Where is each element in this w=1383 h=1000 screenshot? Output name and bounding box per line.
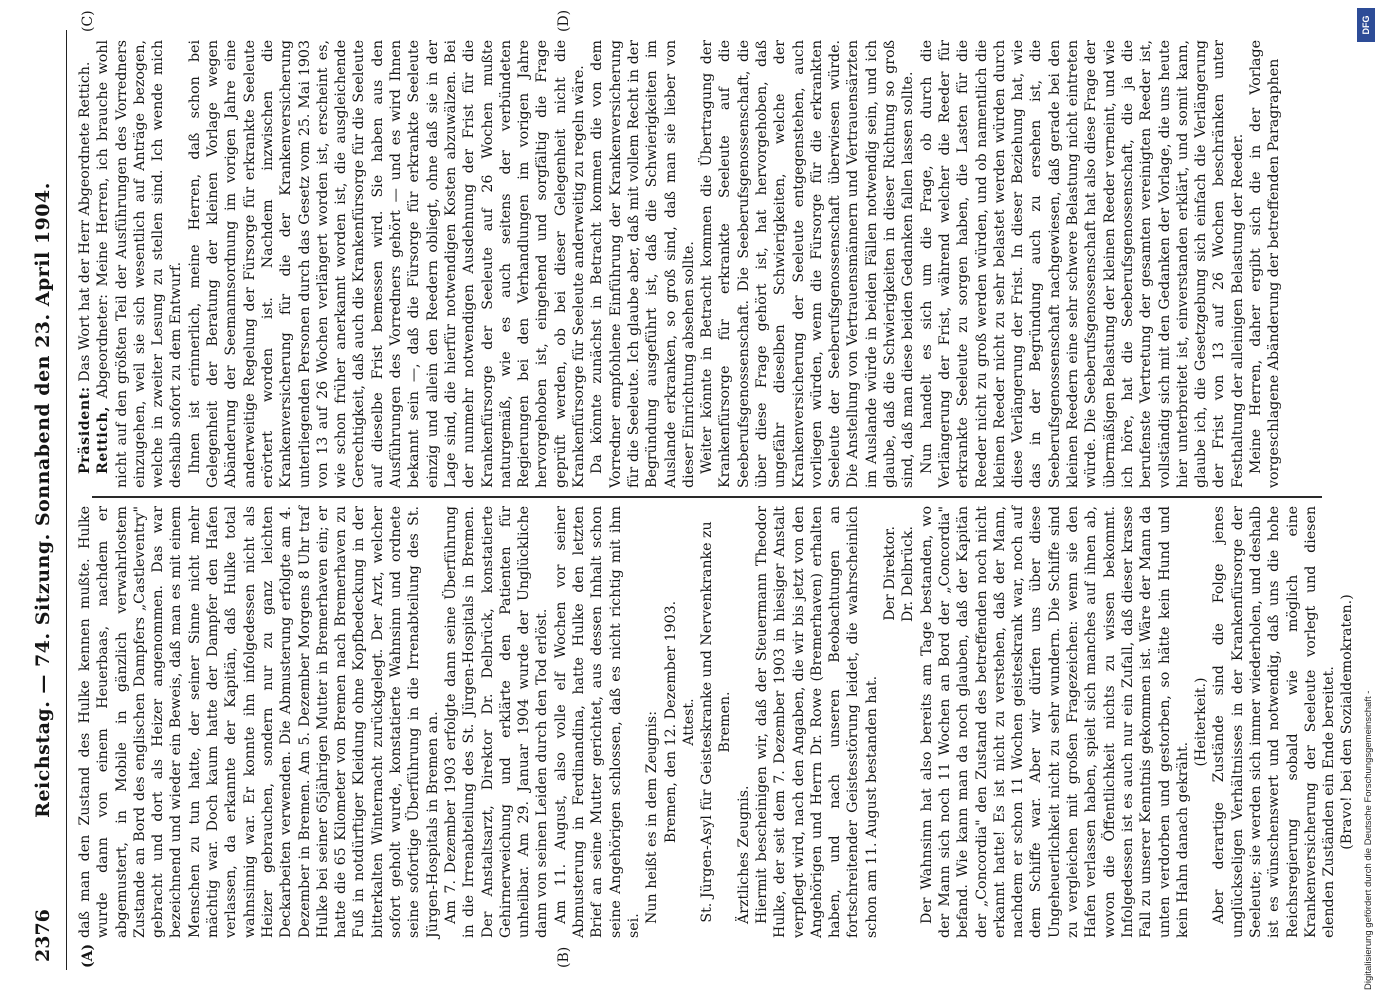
speaker-rettich: Rettich, bbox=[95, 405, 112, 474]
page-header bbox=[26, 30, 67, 970]
right-paragraph-3: Ihnen ist erinnerlich, meine Herren, daß schon bei Gelegenheit der Beratung der kleinen Vorlage wegen Abänderung der Seemannsordnung im vorigen Jahre eine anderweitige Regelung der Fürsorge für erkrankte Seeleute erörtert worden ist. Nachdem inzwischen die Krankenversicherung für die der Krankenversicherung unterliegenden Personen durch das Gesetz vom 25. Mai 1903 von 13 auf 26 Wochen verlängert worden ist, erscheint es, wie schon früher anerkannt worden ist, die ausgleichende Gerechtigkeit, daß auch die Krankenfürsorge für die Seeleute auf dieselbe Frist bemessen wird. Sie haben aus den Ausführungen des Vorredners gehört — und es wird Ihnen bekannt sein —, daß die Fürsorge für erkrankte Seeleute einzig und allein den Reedern obliegt, ohne daß sie in der Lage sind, die hierfür notwendigen Kosten abzuwälzen. Bei der nunmehr notwendigen Ausdehnung der Frist für die Krankenfürsorge der Seeleute auf 26 Wochen mußte naturgemäß, wie es auch seitens der verbündeten Regierungen bei den Verhandlungen im vorigen Jahre hervorgehoben ist, eingehend und sorgfältig die Frage geprüft werden, ob bei dieser Gelegenheit nicht die Krankenfürsorge für Seeleute anderweitig zu regeln wäre. bbox=[186, 40, 588, 488]
certificate-signature-name: Dr. Delbrück. bbox=[900, 526, 917, 622]
dfg-logo-text: DFG bbox=[1361, 15, 1371, 35]
rettich-text: Abgeordneter: Meine Herren, ich brauche wohl nicht auf den größten Teil der Ausführungen des Vorredners einzugehen, weil sie sich wesentlich auf Anträge bezogen, welche in zweiter Lesung zu stellen sind. Ich wende mich deshalb sofort zu dem Entwurf. bbox=[95, 40, 185, 488]
certificate-title: Ärztliches Zeugnis. bbox=[735, 785, 752, 924]
certificate-text: Hiermit bescheinigen wir, daß der Steuermann Theodor Hulke, der seit dem 7. Dezember 1903 in hiesiger Anstalt verpflegt wird, nach den Angaben, die wir bis jetzt von den Angehörigen und Herrn Dr. Rowe (Bremerhaven) erhalten haben, und nach unseren Beobachtungen an fortschreitender Geistesstörung leidet, die wahrscheinlich schon am 11. August bestanden hat. bbox=[753, 506, 880, 938]
right-paragraph-5: Weiter könnte in Betracht kommen die Übertragung der Krankenfürsorge für erkrankte Seeleute auf die Seeberufsgenossenschaft. Die Seeberufsgenossenschaft, die über diese Frage gehört ist, hat hervorgehoben, daß ungefähr dieselben Schwierigkeiten, welche der Krankenversicherung der Seeleute entgegenstehen, auch vorliegen würden, wenn die Fürsorge für die erkrankten Seeleute der Seeberufsgenossenschaft überwiesen würde. Die Anstellung von Vertrauensmännern und Vertrauensärzten im Auslande würde in beiden Fällen notwendig sein, und ich glaube, daß die Schwierigkeiten in dieser Richtung so groß sind, daß man diese beiden Gedanken fallen lassen sollte. bbox=[699, 40, 917, 488]
margin-marker-d: (D) bbox=[556, 9, 572, 32]
left-paragraph-2: Am 7. Dezember 1903 erfolgte dann seine Überführung in die Irrenabteilung des St. Jürgen-Hospitals in Bremen. Der Anstaltsarzt, Direktor Dr. Delbrück, konstatierte Gehirnerweichung und erklärte den Patienten für unheilbar. Am 29. Januar 1904 wurde der Unglückliche dann von seinen Leiden durch den Tod erlöst. bbox=[442, 506, 551, 938]
right-paragraph-4: Da könnte zunächst in Betracht kommen die von dem Vorredner empfohlene Einführung der Krankenversicherung für die Seeleute. Ich glaube aber, daß mit vollem Recht in der Begründung ausgeführt ist, daß die Schwierigkeiten im Auslande erkranken, so groß sind, daß man sie lieber von dieser Einrichtung absehen sollte. bbox=[589, 40, 697, 488]
attest-place-date: Bremen, den 12. Dezember 1903. bbox=[662, 600, 679, 844]
page-number: 2376 bbox=[32, 909, 54, 962]
dfg-logo bbox=[1357, 8, 1375, 42]
certificate-signature-title: Der Direktor. bbox=[882, 526, 899, 621]
left-paragraph-6: Aber derartige Zustände sind die Folge jenes unglückseligen Verhältnisses in der Krankenfürsorge der Seeleute; sie werden sich immer wiederholen, und deshalb ist es wünschenswert und notwendig, daß uns die hohe Reichsregierung sobald wie möglich eine Krankenversicherung der Seeleute vorlegt und diesen elenden Zuständen ein Ende bereitet. bbox=[1211, 506, 1338, 938]
margin-marker-b: (B) bbox=[556, 946, 572, 968]
attest-institution: St. Jürgen-Asyl für Geisteskranke und Nervenkranke zu Bremen. bbox=[699, 521, 734, 923]
margin-marker-c: (C) bbox=[80, 10, 96, 32]
president-text: Das Wort hat der Herr Abgeordnete Rettich. bbox=[77, 61, 93, 382]
applause-note: (Bravo! bei den Sozialdemokraten.) bbox=[1339, 594, 1356, 850]
digitization-credit-text: Digitalisierung gefördert durch die Deutsche Forschungsgemeinschaft - bbox=[1363, 690, 1374, 990]
left-paragraph-5: Der Wahnsinn hat also bereits am Tage bestanden, wo der Mann sich noch 11 Wochen an Bord der „Concordia" befand. Wie kann man da noch glauben, daß der Kapitän der „Concordia" den Zustand des betreffenden noch nicht erkannt hatte! Es ist nicht zu verstehen, daß der Mann, nachdem er schon 11 Wochen geisteskrank war, noch auf dem Schiffe war. Aber wir dürfen uns über diese Ungeheuerlichkeit nicht zu sehr wundern. Die Schiffe sind zu vergleichen mit großen Fragezeichen: wenn sie den Hafen verlassen haben, spielt sich manches auf ihnen ab, wovon die Öffentlichkeit nichts zu wissen bekommt. Infolgedessen ist es auch nur ein Zufall, daß dieser krasse Fall zu unserer Kenntnis gekommen ist. Wäre der Mann da unten verdorben und gestorben, so hätte kein Hund und kein Hahn danach gekräht. bbox=[918, 506, 1191, 938]
left-paragraph-1: daß man den Zustand des Hulke kennen mußte. Hulke wurde dann von einem Heuerbaas, nachdem er abgemustert, in Mobile in gänzlich verwahrlostem Zustande an Bord des englischen Dampfers „Castleventry" gebracht und dort als Heizer angenommen. Das war bezeichnend und wieder ein Beweis, daß man es mit einem Menschen zu tun hatte, der seiner Sinne nicht mehr mächtig war. Doch kaum hatte der Dampfer den Hafen verlassen, da erkannte der Kapitän, daß Hulke total wahnsinnig war. Er konnte ihn infolgedessen nicht als Heizer gebrauchen, sondern nur zu ganz leichten Deckarbeiten verwenden. Die Abmusterung erfolgte am 4. Dezember in Bremen. Am 5. Dezember Morgens 8 Uhr traf Hulke bei seiner 65jährigen Mutter in Bremerhaven ein; er hatte die 65 Kilometer von Bremen nach Bremerhaven zu Fuß in notdürftiger Kleidung ohne Kopfbedeckung in der bitterkalten Winternacht zurückgelegt. Der Arzt, welcher sofort geholt wurde, konstatierte Wahnsinn und ordnete seine sofortige Überführung in die Irrenabteilung des St. Jürgen-Hospitals in Bremen an. bbox=[77, 506, 441, 938]
rettich-statement bbox=[94, 40, 185, 488]
left-paragraph-4: Nun heißt es in dem Zeugnis: bbox=[644, 711, 661, 924]
right-paragraph-6: Nun handelt es sich um die Frage, ob durch die Verlängerung der Frist, während welcher die Reeder für erkrankte Seeleute zu sorgen haben, die Lasten für die Reeder nicht zu groß werden würden, und ob namentlich die kleinen Reeder nicht zu sehr belastet werden würden durch diese Verlängerung der Frist. In dieser Beziehung hat, wie das in der Begründung auch zu ersehen ist, die Seeberufsgenossenschaft nachgewiesen, daß gerade bei den kleinen Reedern eine sehr schwere Belastung nicht eintreten würde. Die Seeberufsgenossenschaft hat also diese Frage der übermäßigen Belastung der kleinen Reeder verneint, und wie ich höre, hat die Seeberufsgenossenschaft, die ja die berufenste Vertretung der gesamten vereinigten Reeder ist, vollständig sich mit den Gedanken der Vorlage, die uns heute hier unterbreitet ist, einverstanden erklärt, und somit kann, glaube ich, die Gesetzgebung sich einfach die Verlängerung der Frist von 13 auf 26 Wochen beschränken unter Festhaltung der alleinigen Belastung der Reeder. bbox=[918, 40, 1246, 488]
right-paragraph-7: Meine Herren, daher ergibt sich die in der Vorlage vorgeschlagene Abänderung der betreffenden Paragraphen bbox=[1248, 40, 1283, 488]
laughter-note: (Heiterkeit.) bbox=[1193, 677, 1210, 767]
president-statement bbox=[76, 40, 94, 488]
right-column bbox=[76, 40, 1284, 488]
running-title: Reichstag. — 74. Sitzung. Sonnabend den 23. April 1904. bbox=[32, 182, 54, 818]
attest-title: Attest. bbox=[680, 698, 697, 746]
digitization-credit bbox=[1355, 10, 1379, 990]
speaker-president: Präsident: bbox=[77, 386, 93, 474]
left-column bbox=[76, 506, 1357, 938]
left-paragraph-3: Am 11. August, also volle elf Wochen vor seiner Abmusterung in Ferdinandina, hatte Hulke den letzten Brief an seine Mutter gerichtet, aus dessen Inhalt schon seine Angehörigen schlossen, daß es nicht richtig mit ihm sei. bbox=[552, 506, 642, 938]
margin-marker-a: (A) bbox=[80, 943, 96, 968]
column-divider bbox=[92, 497, 1322, 499]
